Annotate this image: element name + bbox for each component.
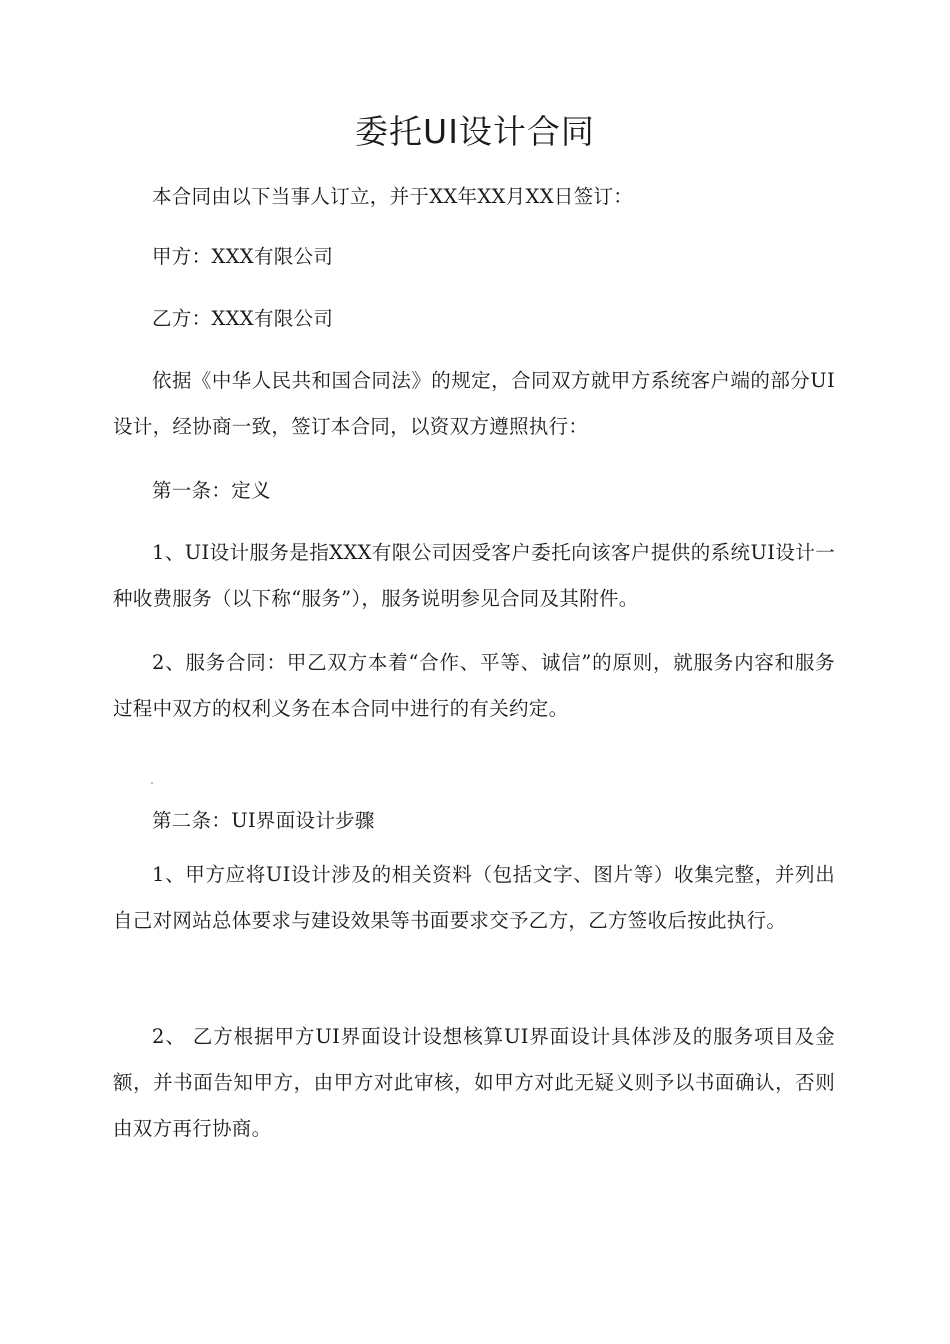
- article1-item2: 2、服务合同：甲乙双方本着“合作、平等、诚信”的原则，就服务内容和服务过程中双方的权利义务在本合同中进行的有关约定。: [113, 651, 835, 720]
- stray-mark: [151, 782, 153, 784]
- article2-heading: 第二条：UI界面设计步骤: [152, 809, 375, 832]
- article2-item2: 2、 乙方根据甲方UI界面设计设想核算UI界面设计具体涉及的服务项目及金额，并书面告知甲方，由甲方对此审核，如甲方对此无疑义则予以书面确认，否则由双方再行协商。: [113, 1025, 835, 1140]
- article2-item1: 1、甲方应将UI设计涉及的相关资料（包括文字、图片等）收集完整，并列出自己对网站总体要求与建设效果等书面要求交予乙方，乙方签收后按此执行。: [113, 863, 835, 932]
- intro-paragraph: 本合同由以下当事人订立，并于XX年XX月XX日签订：: [152, 185, 634, 208]
- party-a-paragraph: 甲方：XXX有限公司: [152, 245, 334, 268]
- article1-item1: 1、UI设计服务是指XXX有限公司因受客户委托向该客户提供的系统UI设计一种收费服务（以下称“服务”），服务说明参见合同及其附件。: [113, 541, 835, 610]
- party-b-paragraph: 乙方：XXX有限公司: [152, 307, 334, 330]
- article1-heading: 第一条：定义: [152, 479, 271, 502]
- document-title: 委托UI设计合同: [355, 112, 595, 151]
- basis-paragraph: 依据《中华人民共和国合同法》的规定，合同双方就甲方系统客户端的部分UI设计，经协商一致，签订本合同，以资双方遵照执行：: [113, 369, 835, 438]
